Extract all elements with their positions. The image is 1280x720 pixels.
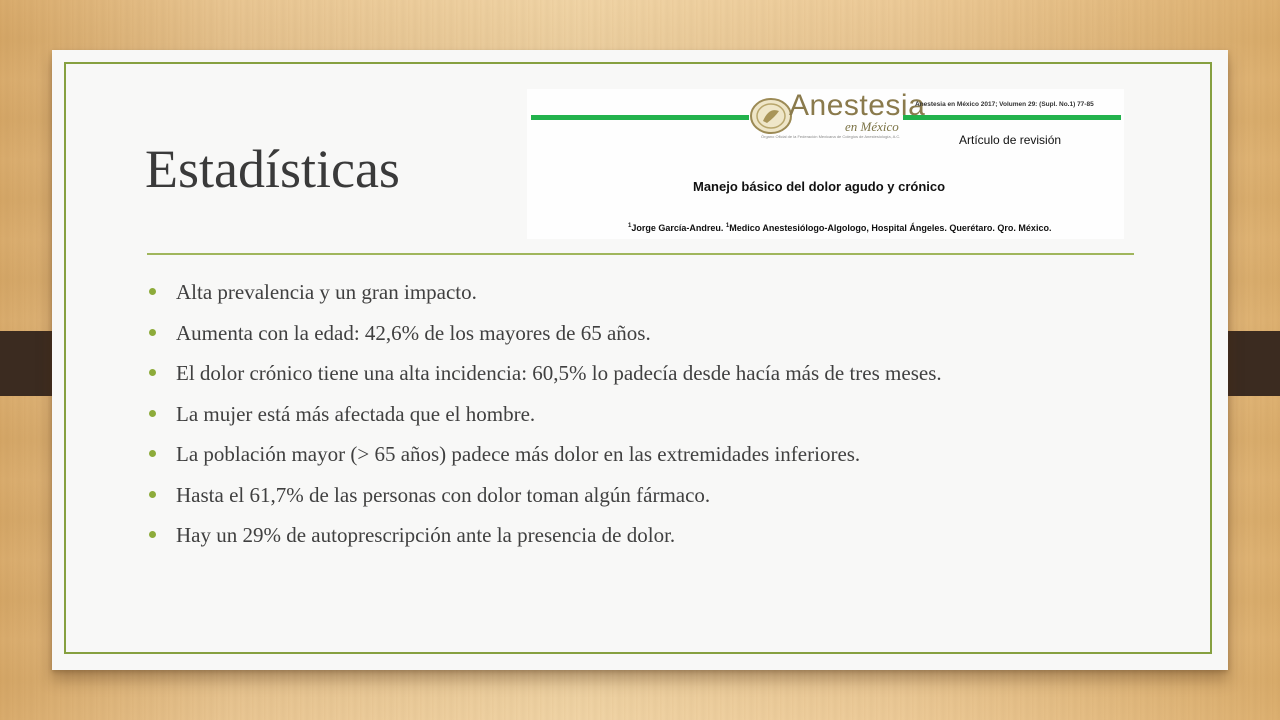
bullet-text: Alta prevalencia y un gran impacto. <box>176 280 477 304</box>
article-header-image <box>527 89 1124 239</box>
bullet-dot-icon <box>149 288 156 295</box>
article-authors <box>628 223 1051 233</box>
journal-citation: Anestesia en México 2017; Volumen 29: (Supl. No.1) 77-85 <box>915 101 1094 108</box>
bullet-dot-icon <box>149 410 156 417</box>
journal-logo-subtitle: en México <box>845 119 899 134</box>
bullet-text: El dolor crónico tiene una alta incidencia: 60,5% lo padecía desde hacía más de tres meses. <box>176 361 942 385</box>
bullet-dot-icon <box>149 450 156 457</box>
author-superscript: 1 <box>628 223 632 229</box>
slide-title: Estadísticas <box>145 139 400 199</box>
article-type: Artículo de revisión <box>959 133 1062 147</box>
bullet-dot-icon <box>149 531 156 538</box>
author-affiliation: Medico Anestesiólogo-Algologo, Hospital Ángeles. Querétaro. Qro. México. <box>729 223 1052 233</box>
bullet-text: La población mayor (> 65 años) padece más dolor en las extremidades inferiores. <box>176 442 861 466</box>
article-green-bar-left <box>531 115 749 120</box>
bullet-dot-icon <box>149 329 156 336</box>
journal-logo-seal-icon <box>749 97 793 135</box>
list-item <box>146 521 1146 562</box>
affiliation-superscript: 1 <box>725 223 730 229</box>
bullet-text: Aumenta con la edad: 42,6% de los mayores de 65 años. <box>176 320 651 345</box>
list-item <box>146 440 1146 481</box>
list-item <box>146 319 1146 360</box>
article-green-bar-right <box>903 115 1121 120</box>
bullet-dot-icon <box>149 491 156 498</box>
bullet-text: La mujer está más afectada que el hombre. <box>176 401 536 426</box>
journal-logo-name: Anestesia <box>789 89 926 122</box>
bullet-text: Hasta el 61,7% de las personas con dolor toman algún fármaco. <box>176 482 711 507</box>
list-item <box>146 481 1146 522</box>
bullet-list <box>146 278 1146 562</box>
title-divider <box>147 253 1134 255</box>
list-item <box>146 400 1146 441</box>
list-item <box>146 359 1146 400</box>
author-name: Jorge García-Andreu. <box>631 223 724 233</box>
list-item <box>146 278 1146 319</box>
bullet-text: Hay un 29% de autoprescripción ante la presencia de dolor. <box>176 523 676 547</box>
journal-logo-org: Órgano Oficial de la Federación Mexicana de Colegios de Anestesiología, A.C. <box>761 134 901 139</box>
bullet-dot-icon <box>149 369 156 376</box>
article-title: Manejo básico del dolor agudo y crónico <box>693 179 946 194</box>
